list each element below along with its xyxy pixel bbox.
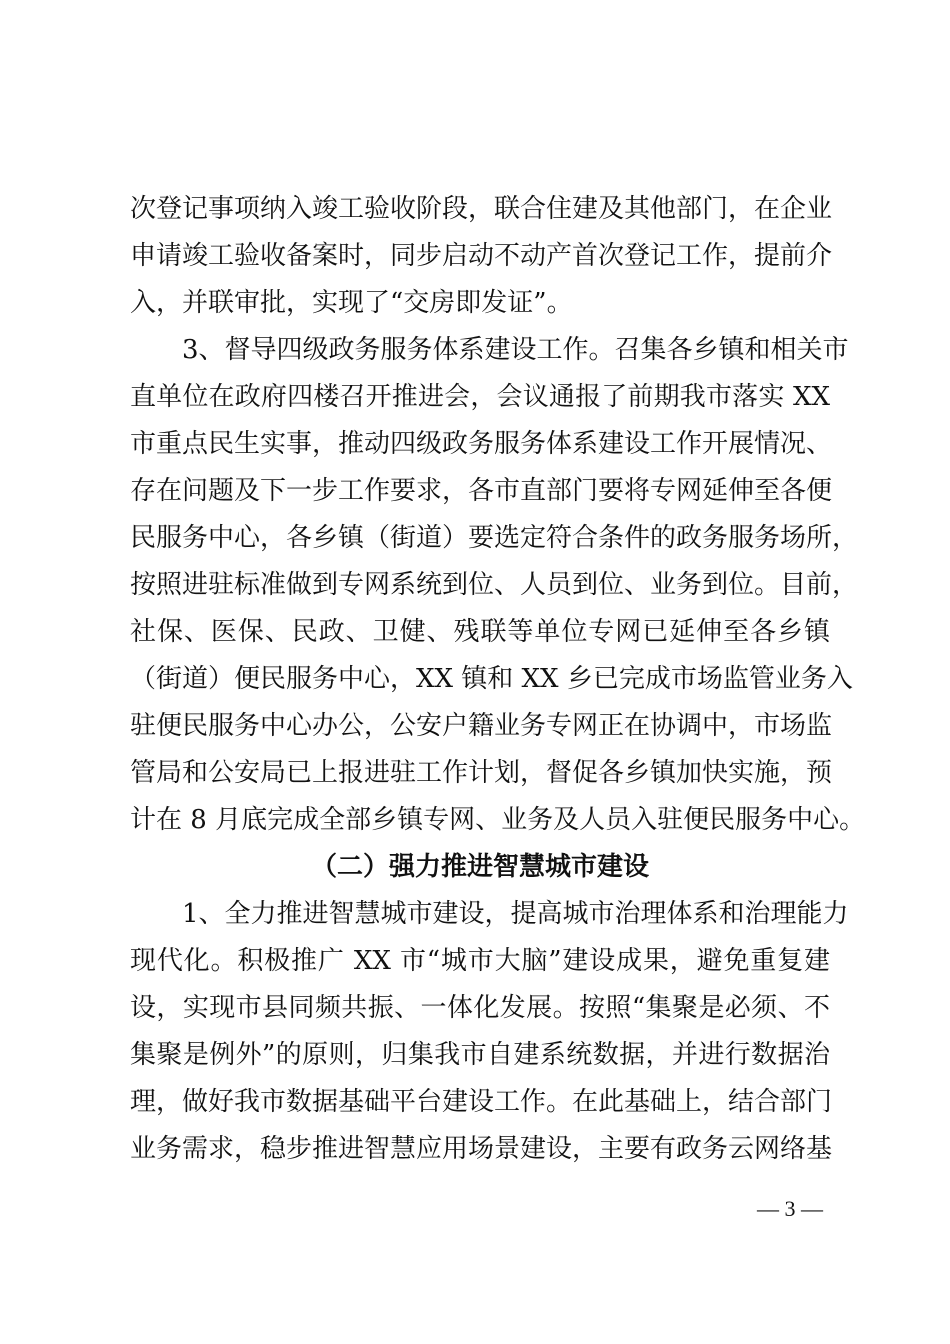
document-body (130, 186, 866, 1173)
text-line: 业务需求，稳步推进智慧应用场景建设，主要有政务云网络基 (130, 1134, 833, 1164)
text-line: 现代化。积极推广 XX 市“城市大脑”建设成果，避免重复建 (130, 946, 830, 976)
section-heading: （二）强力推进智慧城市建设 (310, 852, 649, 882)
text-line: 管局和公安局已上报进驻工作计划，督促各乡镇加快实施，预 (130, 758, 833, 788)
text-line: 民服务中心，各乡镇（街道）要选定符合条件的政务服务场所， (130, 523, 859, 553)
text-line: （街道）便民服务中心，XX 镇和 XX 乡已完成市场监管业务入 (130, 664, 853, 694)
paragraph-3 (130, 891, 849, 1173)
page-number: — 3 — (757, 1196, 823, 1221)
text-line: 存在问题及下一步工作要求，各市直部门要将专网延伸至各便 (130, 476, 833, 506)
paragraph-2 (130, 327, 866, 844)
text-line: 按照进驻标准做到专网系统到位、人员到位、业务到位。目前， (130, 570, 859, 600)
text-line: 入，并联审批，实现了“交房即发证”。 (130, 288, 573, 318)
paragraph-1 (130, 186, 833, 327)
text-line: 次登记事项纳入竣工验收阶段，联合住建及其他部门，在企业 (130, 194, 833, 224)
text-line: 集聚是例外”的原则，归集我市自建系统数据，并进行数据治 (130, 1040, 830, 1070)
text-line: 驻便民服务中心办公，公安户籍业务专网正在协调中，市场监 (130, 711, 833, 741)
text-line: 市重点民生实事，推动四级政务服务体系建设工作开展情况、 (130, 429, 833, 459)
text-line: 直单位在政府四楼召开推进会，会议通报了前期我市落实 XX (130, 382, 830, 412)
text-line: 1、全力推进智慧城市建设，提高城市治理体系和治理能力 (182, 899, 849, 929)
text-line: 计在 8 月底完成全部乡镇专网、业务及人员入驻便民服务中心。 (130, 805, 866, 835)
text-line: 设，实现市县同频共振、一体化发展。按照“集聚是必须、不 (130, 993, 830, 1023)
text-line: 3、督导四级政务服务体系建设工作。召集各乡镇和相关市 (182, 335, 849, 365)
text-line: 社保、医保、民政、卫健、残联等单位专网已延伸至各乡镇 (130, 617, 830, 647)
text-line: 理，做好我市数据基础平台建设工作。在此基础上，结合部门 (130, 1087, 833, 1117)
text-line: 申请竣工验收备案时，同步启动不动产首次登记工作，提前介 (130, 241, 833, 271)
